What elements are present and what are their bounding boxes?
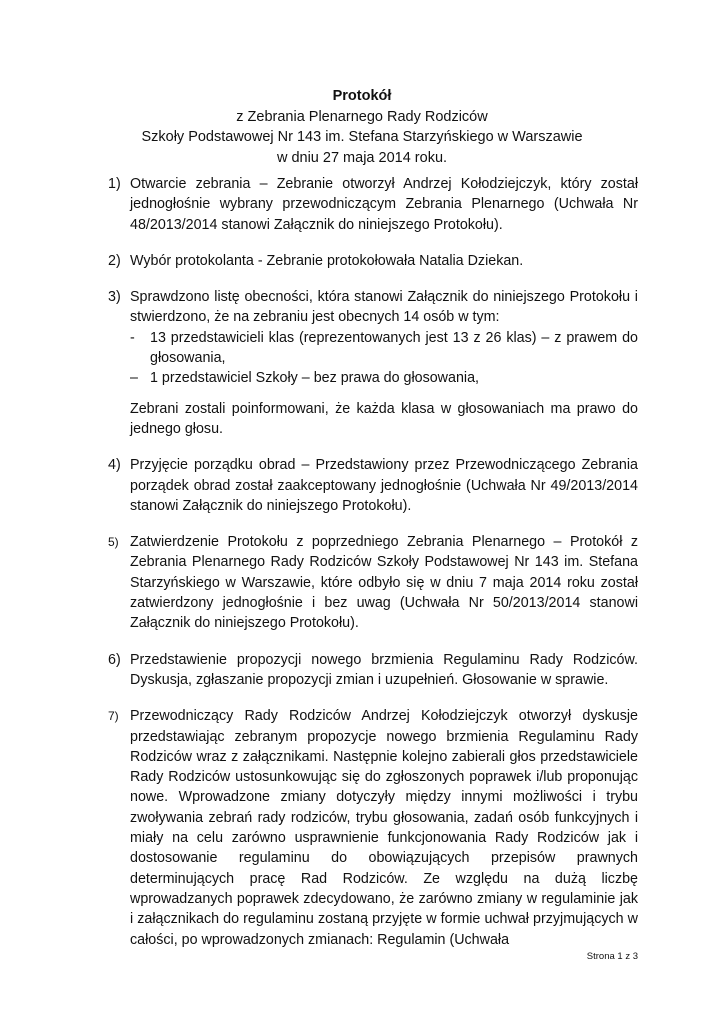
agenda-item-4	[108, 455, 638, 516]
agenda-item-1	[108, 174, 638, 235]
item-text: Otwarcie zebrania – Zebranie otworzył Andrzej Kołodziejczyk, który został jednogłośnie wybrany przewodniczącym Zebrania Plenarnego (Uchwała Nr 48/2013/2014 stanowi Załącznik do niniejszego Protokołu).	[130, 176, 638, 233]
attendance-text: 1 przedstawiciel Szkoły – bez prawa do głosowania,	[150, 370, 480, 387]
agenda-item-2	[108, 251, 638, 271]
item-text: Przyjęcie porządku obrad – Przedstawiony przez Przewodniczącego Zebrania porządek obrad został zaakceptowany jednogłośnie (Uchwała Nr 49/2013/2014 stanowi Załącznik do niniejszego Protokołu).	[130, 457, 638, 514]
attendance-item	[130, 328, 638, 369]
item-text: Wybór protokolanta - Zebranie protokołowała Natalia Dziekan.	[130, 252, 524, 269]
agenda-item-6	[108, 650, 638, 691]
page-number: Strona 1 z 3	[586, 951, 638, 962]
item-number: 4)	[108, 457, 121, 474]
agenda-item-5	[108, 532, 638, 633]
item-text: Przewodniczący Rady Rodziców Andrzej Kołodziejczyk otworzył dyskusje przedstawiając zebranym propozycje nowego brzmienia Regulaminu Rady Rodziców wraz z załącznikami. Następnie kolejno zabierali głos przedstawiciele Rady Rodziców ustosunkowując się do zgłoszonych poprawek i/lub proponując nowe. Wprowadzone zmiany dotyczyły między innymi możliwości i trybu zwoływania zebrań rady rodziców, trybu głosowania, zadań osób funkcyjnych i miały na celu zarówno usprawnienie funkcjonowania Rady Rodziców jak i dostosowanie regulaminu do obowiązujących przepisów prawnych determinujących pracę Rad Rodziców. Ze względu na dużą liczbę wprowadzanych poprawek zdecydowano, że zarówno zmiany w regulaminie jak i załącznikach do regulaminu zostaną przyjęte w formie uchwał przyjmujących w całości, po wprowadzonych zmianach: Regulamin (Uchwała	[130, 708, 638, 948]
item-number: 2)	[108, 252, 121, 269]
item-text: Zatwierdzenie Protokołu z poprzedniego Zebrania Plenarnego – Protokół z Zebrania Plenarnego Rady Rodziców Szkoły Podstawowej Nr 143 im. Stefana Starzyńskiego w Warszawie, które odbyło się w dniu 7 maja 2014 roku został zatwierdzony jednogłośnie i bez uwag (Uchwała Nr 50/2013/2014 stanowi Załącznik do niniejszego Protokołu).	[130, 534, 638, 632]
agenda-item-7	[108, 706, 638, 950]
dash-marker: –	[130, 370, 138, 387]
document-title: Protokół	[332, 88, 392, 104]
header-line-3: w dniu 27 maja 2014 roku.	[276, 149, 448, 166]
item-number: 1)	[108, 176, 121, 192]
item-number: 7)	[108, 709, 119, 724]
dash-marker: -	[130, 329, 135, 346]
agenda-list	[108, 174, 638, 966]
attendance-list	[130, 328, 638, 389]
header-line-1: z Zebrania Plenarnego Rady Rodziców	[236, 108, 488, 125]
item-text: Przedstawienie propozycji nowego brzmienia Regulaminu Rady Rodziców. Dyskusja, zgłaszanie propozycji zmian i uzupełnień. Głosowanie w sprawie.	[130, 651, 638, 688]
item-number: 5)	[108, 535, 119, 550]
document-header	[0, 86, 724, 168]
item-text: Sprawdzono listę obecności, która stanowi Załącznik do niniejszego Protokołu i stwierdzono, że na zebraniu jest obecnych 14 osób w tym:	[130, 289, 638, 326]
agenda-item-3	[108, 287, 638, 439]
voting-note: Zebrani zostali poinformowani, że każda klasa w głosowaniach ma prawo do jednego głosu.	[130, 400, 638, 437]
item-number: 6)	[108, 651, 121, 668]
attendance-text: 13 przedstawicieli klas (reprezentowanych jest 13 z 26 klas) – z prawem do głosowania,	[150, 329, 638, 367]
attendance-item	[130, 368, 638, 388]
header-line-2: Szkoły Podstawowej Nr 143 im. Stefana Starzyńskiego w Warszawie	[141, 129, 583, 145]
item-number: 3)	[108, 289, 121, 306]
